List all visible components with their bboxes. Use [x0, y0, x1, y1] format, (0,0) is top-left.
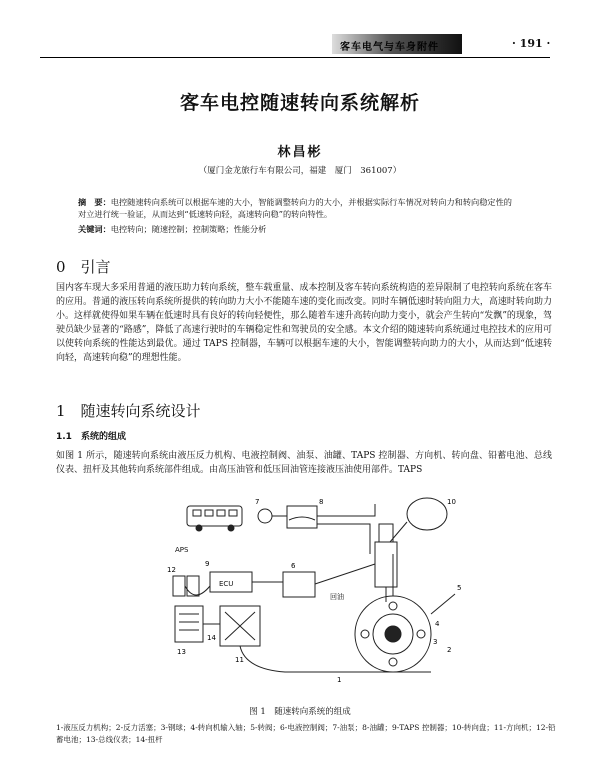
figure-legend: 1-液压反力机构；2-反力活塞；3-钢球；4-转向机输入轴；5-转阀；6-电液控制阀；7-油泵；8-油罐；9-TAPS 控制器；10-转向盘；11-方向机；12-铅蓄电池；13-总线仪表；14-扭杆 — [56, 723, 556, 744]
return-oil-label: 回油 — [330, 593, 344, 601]
affiliation: （厦门金龙旅行车有限公司，福建 厦门 361007） — [198, 166, 402, 176]
callout-13: 13 — [177, 648, 186, 656]
callout-14: 14 — [207, 634, 216, 642]
callout-6: 6 — [291, 562, 296, 570]
paper-title: 客车电控随速转向系统解析 — [179, 92, 420, 114]
steering-wheel-icon — [407, 498, 447, 530]
callout-1: 1 — [337, 676, 342, 684]
callout-7: 7 — [255, 498, 260, 506]
callout-11: 11 — [235, 656, 244, 664]
callout-3: 3 — [433, 638, 438, 646]
figure-caption: 图 1 随速转向系统的组成 — [249, 707, 351, 717]
ecu-label: ECU — [219, 580, 234, 588]
callout-2: 2 — [447, 646, 452, 654]
section-heading-design: 1 随速转向系统设计 — [56, 402, 201, 420]
callout-4: 4 — [435, 620, 440, 628]
aps-label: APS — [175, 546, 189, 554]
abstract-label: 摘 要： — [78, 197, 111, 207]
keywords: 电控转向；随速控制；控制策略；性能分析 — [110, 224, 267, 234]
control-valve-icon — [283, 572, 315, 597]
figure-1 — [165, 494, 475, 689]
subsection-heading: 1.1 系统的组成 — [56, 432, 126, 442]
system-diagram — [165, 494, 475, 689]
dashboard-icon — [175, 606, 203, 642]
page-number: · 191 · — [512, 37, 551, 50]
section-heading-intro: 0 引言 — [56, 258, 111, 276]
pump-icon — [258, 509, 272, 523]
steering-column-icon — [375, 542, 397, 587]
battery-icon — [173, 576, 185, 596]
callout-9: 9 — [205, 560, 210, 568]
callout-5: 5 — [457, 584, 462, 592]
abstract-line — [78, 196, 518, 220]
abstract-text: 电控随速转向系统可以根据车速的大小，智能调整转向力的大小，并根据实际行车情况对转向力和转向稳定性的对立进行统一验证，从而达到“低速转向轻，高速转向稳”的转向特性。 — [78, 197, 512, 219]
author: 林昌彬 — [277, 145, 323, 160]
abstract — [78, 196, 518, 235]
keywords-label: 关键词： — [78, 224, 111, 234]
journal-title: 客车电气与车身附件 — [340, 42, 439, 53]
intro-paragraph: 国内客车现大多采用普通的液压助力转向系统，整车载重量、成本控制及客车转向系统构造的差异限制了电控转向系统在客车的应用。普通的液压转向系统所提供的转向助力大小不能随车速的变化而改变。同时车辆低速时转向阻力大，高速时转向助力小。这样就使得如果车辆在低速时具有良好的转向轻便性，那么随着车速升高转向助力变小，就会产生转向“发飘”的现象，驾驶员缺少显著的“路感”，降低了高速行驶时的车辆稳定性和驾驶员的安全感。本文介绍的随速转向系统通过电控技术的应用可以使转向系统的性能达到最优。通过 TAPS 控制器，车辆可以根据车速的大小，智能调整转向助力的大小，从而达到“低速转向轻，高速转向稳”的理想性能。 — [56, 283, 552, 363]
keywords-line — [78, 223, 518, 235]
callout-10: 10 — [447, 498, 456, 506]
callout-12: 12 — [167, 566, 176, 574]
header-rule — [40, 57, 550, 58]
callout-8: 8 — [319, 498, 324, 506]
design-paragraph: 如图 1 所示，随速转向系统由液压反力机构、电液控制阀、油泵、油罐、TAPS 控制器、方向机、转向盘、铅蓄电池、总线仪表、扭杆及其他转向系统部件组成。由高压油管和低压回油管连接液压油使用部件。TAPS — [56, 451, 552, 475]
